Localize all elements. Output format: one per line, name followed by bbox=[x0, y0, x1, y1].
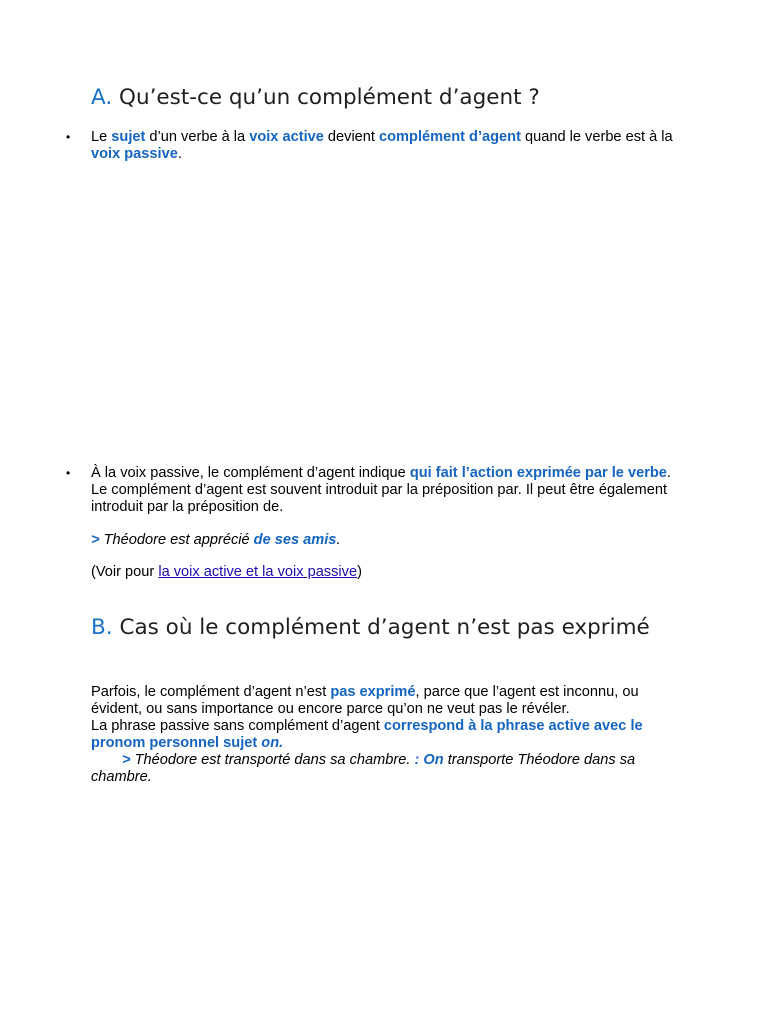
text: . bbox=[177, 146, 182, 162]
text: Parfois, le complément d’agent n’est bbox=[91, 684, 331, 700]
text: . bbox=[336, 532, 341, 548]
text: Théodore est transporté dans sa chambre. bbox=[130, 752, 415, 768]
bullet-1: • bbox=[66, 130, 71, 144]
section-a-title: Qu’est-ce qu’un complément d’agent ? bbox=[119, 85, 540, 110]
highlight-sujet: sujet bbox=[111, 129, 146, 145]
text: Théodore est apprécié bbox=[99, 532, 254, 548]
section-b-title: Cas où le complément d’agent n’est pas exprimé bbox=[119, 615, 650, 640]
highlight-voix-passive: voix passive bbox=[91, 146, 178, 162]
section-a-heading bbox=[91, 85, 691, 111]
text: ) bbox=[357, 564, 362, 580]
text: (Voir pour bbox=[91, 564, 159, 580]
highlight-action: qui fait l’action exprimée par le verbe bbox=[409, 465, 667, 481]
paragraph-definition bbox=[91, 129, 681, 163]
text: transporte Théodore dans sa chambre. bbox=[91, 752, 636, 785]
text: La phrase passive sans complément d’agent bbox=[91, 718, 384, 734]
highlight-on-active: : On bbox=[414, 752, 444, 768]
voix-active-passive-link[interactable]: la voix active et la voix passive bbox=[158, 564, 358, 580]
example-arrow: > bbox=[122, 752, 131, 768]
paragraph-passive-voice bbox=[91, 465, 681, 516]
example-2 bbox=[91, 752, 635, 785]
text: Le bbox=[91, 129, 112, 145]
paragraph-not-expressed bbox=[91, 684, 681, 786]
section-b-heading bbox=[91, 615, 691, 641]
section-b-letter: B. bbox=[91, 615, 113, 640]
highlight-de-ses-amis: de ses amis bbox=[253, 532, 337, 548]
text: . Le complément d’agent est souvent introduit par la préposition par. Il peut être également introduit par la préposition de. bbox=[91, 465, 671, 515]
example-arrow: > bbox=[91, 532, 100, 548]
text: À la voix passive, le complément d’agent indique bbox=[91, 465, 410, 481]
section-a-letter: A. bbox=[91, 85, 113, 110]
text: , parce que l’agent est inconnu, ou évident, ou sans importance ou encore parce qu’on ne veut pas le révéler. bbox=[91, 684, 639, 717]
example-1 bbox=[91, 532, 681, 549]
see-also-line bbox=[91, 564, 681, 581]
text: quand le verbe est à la bbox=[520, 129, 673, 145]
text: devient bbox=[323, 129, 380, 145]
highlight-on: on. bbox=[261, 735, 284, 751]
highlight-pas-exprime: pas exprimé bbox=[330, 684, 416, 700]
highlight-complement-agent: complément d’agent bbox=[379, 129, 521, 145]
highlight-voix-active: voix active bbox=[249, 129, 324, 145]
bullet-2: • bbox=[66, 466, 71, 480]
text: d’un verbe à la bbox=[145, 129, 250, 145]
highlight-correspond: correspond à la phrase active avec le pronom personnel sujet bbox=[91, 718, 643, 751]
